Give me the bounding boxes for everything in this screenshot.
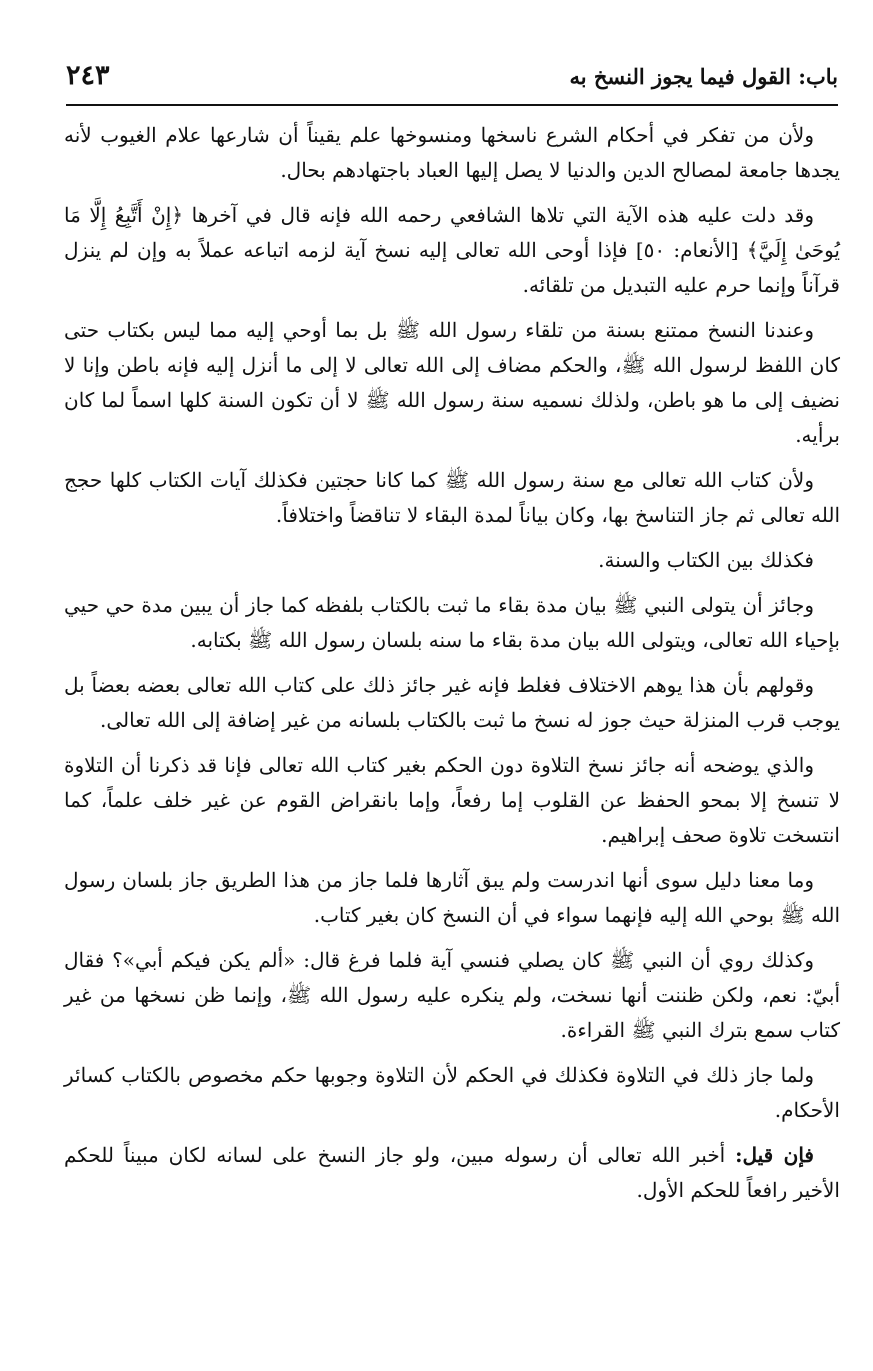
paragraph: وعندنا النسخ ممتنع بسنة من تلقاء رسول الله ﷺ بل بما أوحي إليه مما ليس بكتاب حتى كان اللفظ لرسول الله ﷺ، والحكم مضاف إلى الله تعالى لا إلى ما أنزل إليه فإنه باطن وإنا لا نضيف إلى ما هو باطن، ولذلك نسميه سنة رسول الله ﷺ لا أن تكون السنة كلها اسماً لما كان برأيه.	[64, 318, 840, 447]
paragraph: ولأن من تفكر في أحكام الشرع ناسخها ومنسوخها علم يقيناً أن شارعها علام الغيوب لأنه يجدها جامعة لمصالح الدين والدنيا لا يصل إليها العباد باجتهادهم بحال.	[64, 123, 840, 182]
chapter-title: باب: القول فيما يجوز النسخ به	[569, 64, 838, 89]
paragraph: ولأن كتاب الله تعالى مع سنة رسول الله ﷺ كما كانا حجتين فكذلك آيات الكتاب كلها حجج الله تعالى ثم جاز التناسخ بها، وكان بياناً لمدة البقاء لا تناقضاً واختلافاً.	[64, 468, 840, 527]
paragraph: وكذلك روي أن النبي ﷺ كان يصلي فنسي آية فلما فرغ قال: «ألم يكن فيكم أبي»؟ فقال أبيّ: نعم، ولكن ظننت أنها نسخت، ولم ينكره عليه رسول الله ﷺ، وإنما ظن نسخها من غير كتاب سمع بترك النبي ﷺ القراءة.	[64, 948, 840, 1042]
paragraph: والذي يوضحه أنه جائز نسخ التلاوة دون الحكم بغير كتاب الله تعالى فإنا قد ذكرنا أن التلاوة لا تنسخ إلا بمحو الحفظ عن القلوب إما رفعاً، وإما بانقراض القوم عن غير خلف علماً، كما انتسخت تلاوة صحف إبراهيم.	[64, 753, 840, 847]
objection-text: أخبر الله تعالى أن رسوله مبين، ولو جاز النسخ على لسانه لكان مبيناً للحكم الأخير رافعاً للحكم الأول.	[64, 1143, 840, 1202]
page-body	[64, 118, 840, 1218]
paragraph: وقولهم بأن هذا يوهم الاختلاف فغلط فإنه غير جائز ذلك على كتاب الله تعالى بعضه بعضاً بل يوجب قرب المنزلة حيث جوز له نسخ ما ثبت بالكتاب بلسانه من غير إضافة إلى الله تعالى.	[64, 673, 840, 732]
paragraph: ولما جاز ذلك في التلاوة فكذلك في الحكم لأن التلاوة وجوبها حكم مخصوص بالكتاب كسائر الأحكام.	[64, 1063, 840, 1122]
paragraph: وما معنا دليل سوى أنها اندرست ولم يبق آثارها فلما جاز من هذا الطريق جاز بلسان رسول الله ﷺ بوحي الله إليه فإنهما سواء في أن النسخ كان بغير كتاب.	[64, 868, 840, 927]
running-header	[66, 58, 838, 104]
page-number: ٢٤٣	[66, 60, 110, 91]
header-rule	[66, 104, 838, 106]
paragraph: وجائز أن يتولى النبي ﷺ بيان مدة بقاء ما ثبت بالكتاب بلفظه كما جاز أن يبين مدة حي حيي بإحياء الله تعالى، ويتولى الله بيان مدة بقاء ما سنه بلسان رسول الله ﷺ بكتابه.	[64, 593, 840, 652]
objection-lead: فإن قيل:	[735, 1143, 814, 1167]
paragraph: وقد دلت عليه هذه الآية التي تلاها الشافعي رحمه الله فإنه قال في آخرها ﴿إِنْ أَتَّبِعُ إِلَّا مَا يُوحَىٰ إِلَيَّ﴾ [الأنعام: ٥٠] فإذا أوحى الله تعالى إليه نسخ آية لزمه اتباعه عملاً به وإن لم ينزل قرآناً وإنما حرم عليه التبديل من تلقائه.	[64, 203, 840, 297]
paragraph-objection	[64, 1138, 840, 1208]
paragraph: فكذلك بين الكتاب والسنة.	[598, 548, 814, 572]
